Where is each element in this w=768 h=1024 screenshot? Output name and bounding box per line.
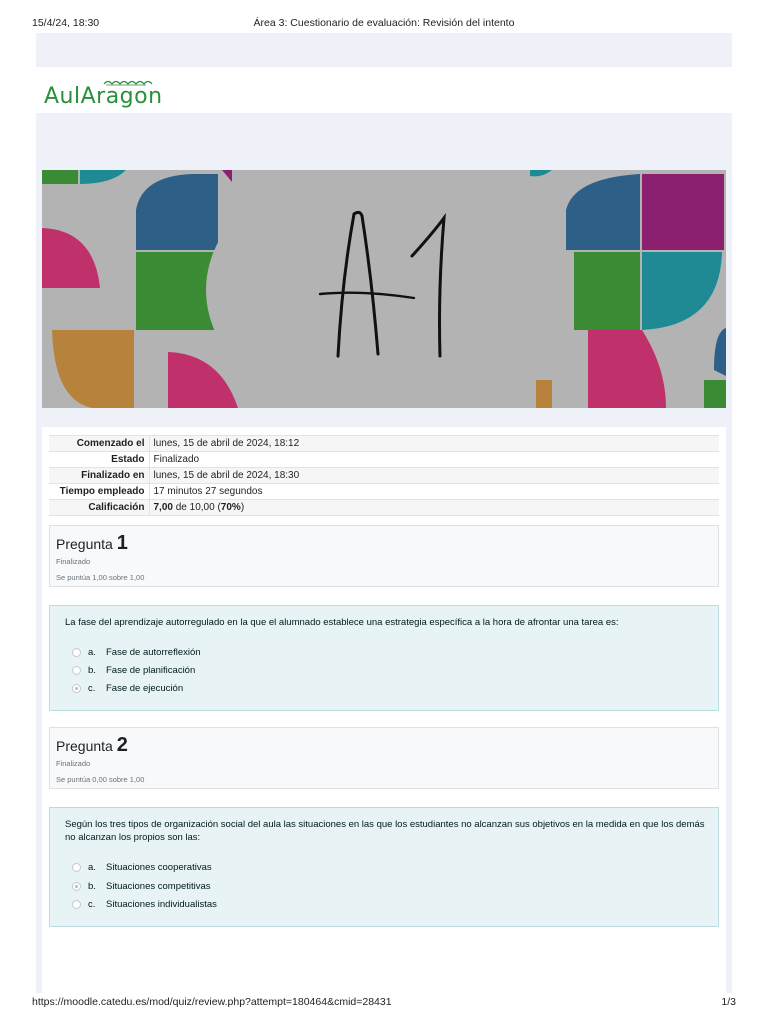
print-footer xyxy=(0,994,768,1010)
answer-text: Situaciones competitivas xyxy=(106,881,211,892)
radio-button[interactable] xyxy=(72,900,81,909)
banner-image xyxy=(42,170,726,408)
answer-text: Fase de planificación xyxy=(106,665,196,676)
print-page-title: Área 3: Cuestionario de evaluación: Revisión del intento xyxy=(253,17,515,29)
question-number: 1 xyxy=(116,532,128,554)
radio-button[interactable] xyxy=(72,666,81,675)
grade-max: de 10,00 xyxy=(175,502,215,513)
summary-value: 7,00 de 10,00 (70%) xyxy=(149,500,719,516)
summary-value: Finalizado xyxy=(149,452,719,468)
summary-label: Estado xyxy=(49,452,149,468)
question-2-content xyxy=(49,807,719,927)
print-url: https://moodle.catedu.es/mod/quiz/review.php?attempt=180464&cmid=28431 xyxy=(32,996,392,1008)
aularagon-logo[interactable] xyxy=(44,75,184,107)
answer-letter: a. xyxy=(88,862,96,873)
question-label: Pregunta xyxy=(56,738,113,754)
print-header xyxy=(0,14,768,30)
navbar xyxy=(36,67,732,113)
summary-label: Finalizado en xyxy=(49,468,149,484)
radio-button-selected[interactable] xyxy=(72,684,81,693)
question-2-info xyxy=(49,727,719,789)
summary-label: Comenzado el xyxy=(49,436,149,452)
answer-text: Fase de ejecución xyxy=(106,683,184,694)
answer-text: Situaciones cooperativas xyxy=(106,862,212,873)
answer-letter: c. xyxy=(88,899,96,910)
question-prompt: La fase del aprendizaje autorregulado en la que el alumnado establece una estrategia específica a la hora de afrontar una tarea es: xyxy=(65,617,619,628)
grade-score: 7,00 xyxy=(153,502,173,513)
question-heading xyxy=(56,532,128,555)
attempt-summary-table xyxy=(49,435,719,516)
summary-value: lunes, 15 de abril de 2024, 18:30 xyxy=(149,468,719,484)
question-status: Finalizado xyxy=(56,557,91,566)
top-band xyxy=(36,33,732,67)
question-1-content xyxy=(49,605,719,711)
question-grade: Se puntúa 0,00 sobre 1,00 xyxy=(56,775,145,784)
answer-text: Situaciones individualistas xyxy=(106,899,217,910)
summary-value: lunes, 15 de abril de 2024, 18:12 xyxy=(149,436,719,452)
grade-percent: 70% xyxy=(220,502,241,513)
question-1-info xyxy=(49,525,719,587)
radio-button-selected[interactable] xyxy=(72,882,81,891)
radio-button[interactable] xyxy=(72,863,81,872)
answer-text: Fase de autorreflexión xyxy=(106,647,201,658)
question-label: Pregunta xyxy=(56,536,113,552)
print-page-number: 1/3 xyxy=(721,996,736,1008)
summary-label: Tiempo empleado xyxy=(49,484,149,500)
summary-row-state xyxy=(49,452,719,468)
question-grade: Se puntúa 1,00 sobre 1,00 xyxy=(56,573,145,582)
radio-button[interactable] xyxy=(72,648,81,657)
question-prompt: Según los tres tipos de organización social del aula las situaciones en las que los estudiantes no alcanzan sus objetivos en la medida en que los demás no alcanzan los propios son las: xyxy=(65,819,705,843)
summary-label: Calificación xyxy=(49,500,149,516)
question-heading xyxy=(56,734,128,757)
summary-row-time-taken xyxy=(49,484,719,500)
print-datetime: 15/4/24, 18:30 xyxy=(32,17,100,29)
logo-wordmark: AulAragon xyxy=(44,84,163,109)
question-number: 2 xyxy=(116,734,128,756)
answer-letter: b. xyxy=(88,665,96,676)
answer-letter: b. xyxy=(88,881,96,892)
moodle-page xyxy=(36,33,732,993)
review-content xyxy=(42,427,726,993)
answer-letter: a. xyxy=(88,647,96,658)
summary-row-finished xyxy=(49,468,719,484)
summary-value: 17 minutos 27 segundos xyxy=(149,484,719,500)
question-status: Finalizado xyxy=(56,759,91,768)
course-banner xyxy=(42,170,726,408)
summary-row-started xyxy=(49,436,719,452)
answer-letter: c. xyxy=(88,683,96,694)
summary-row-grade xyxy=(49,500,719,516)
